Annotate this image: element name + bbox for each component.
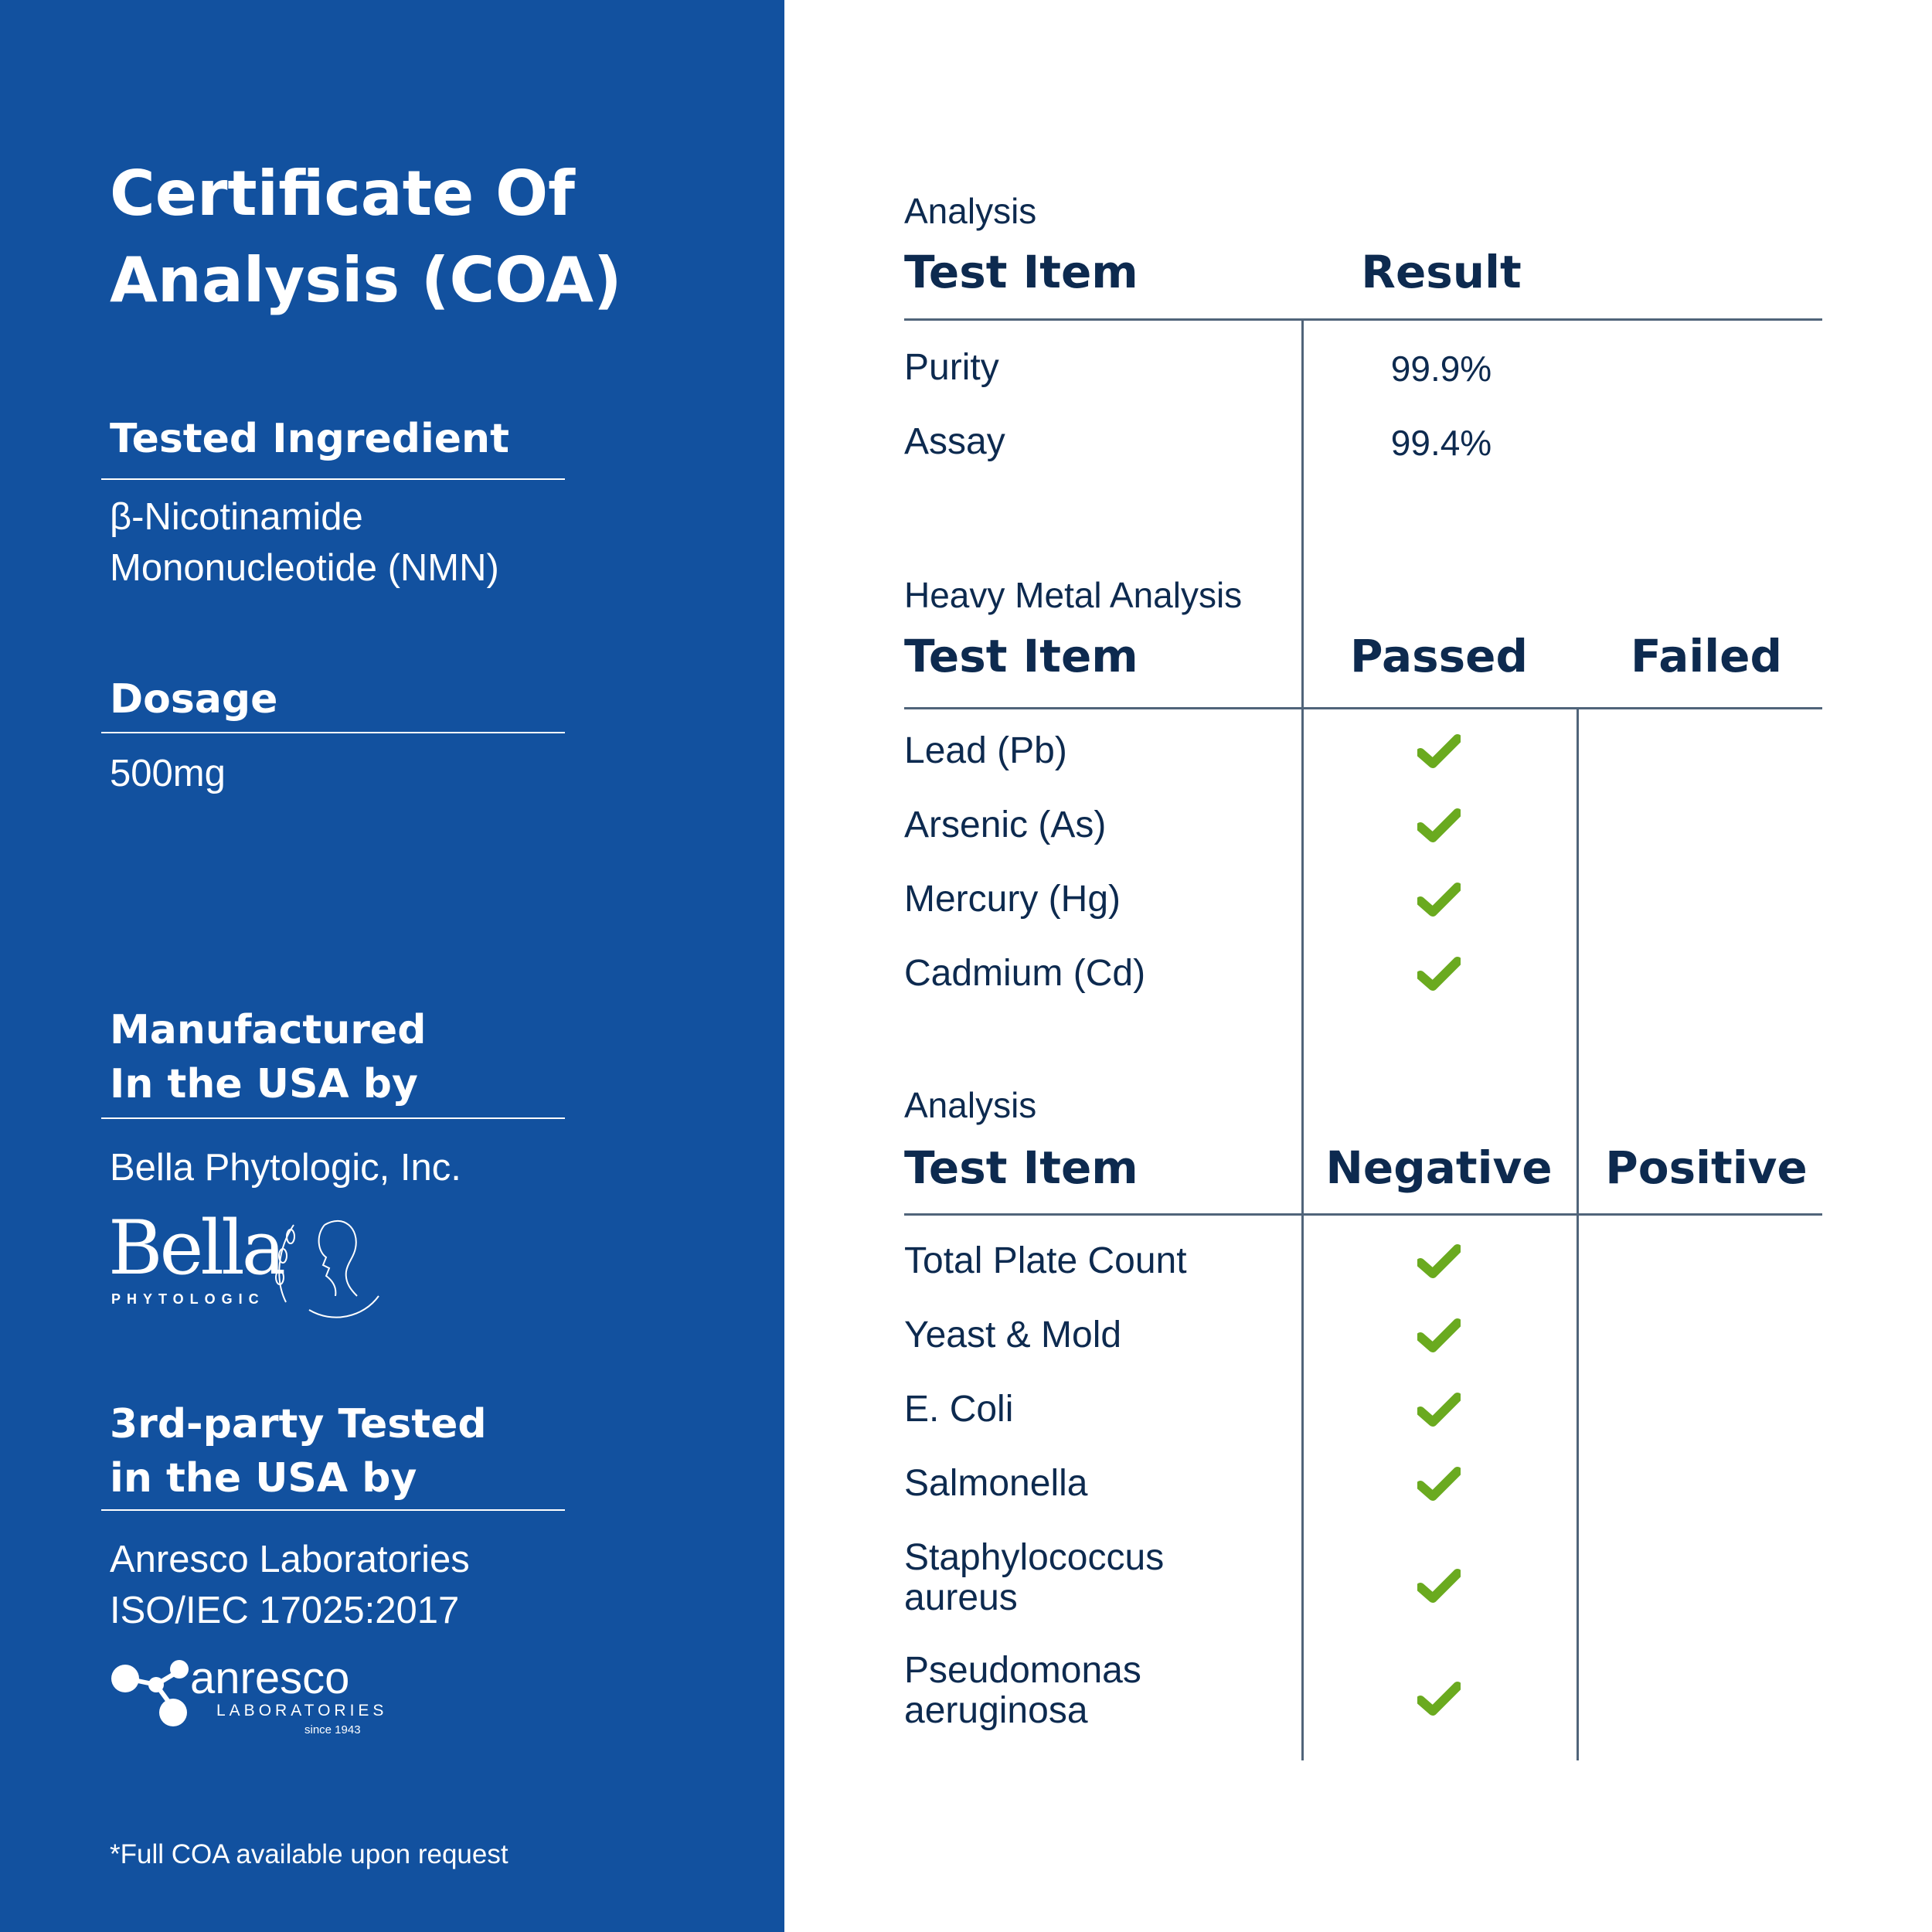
page-title — [110, 151, 622, 324]
test-item: Arsenic (As) — [904, 804, 1107, 845]
check-icon — [1417, 957, 1461, 992]
test-item: Total Plate Count — [904, 1240, 1187, 1281]
table-row — [904, 1464, 1087, 1504]
woman-silhouette-icon — [270, 1209, 386, 1321]
header-rule — [904, 707, 1822, 709]
test-item: Staphylococcus — [904, 1537, 1165, 1578]
test-item: Cadmium (Cd) — [904, 953, 1146, 994]
check-icon — [1417, 1393, 1461, 1428]
col-result: Result — [1361, 246, 1522, 298]
divider — [101, 1117, 565, 1119]
heading-line: Manufactured — [110, 1007, 427, 1053]
header-rule — [904, 318, 1822, 321]
tester-info — [110, 1534, 470, 1636]
test-item: E. Coli — [904, 1389, 1014, 1430]
anresco-logo — [110, 1654, 403, 1739]
bella-logo-word: Bella — [108, 1205, 283, 1291]
table-row — [904, 1538, 1164, 1618]
bella-logo-sub: PHYTOLOGIC — [111, 1291, 265, 1307]
table-row — [904, 422, 1005, 462]
manufacturer-name: Bella Phytologic, Inc. — [110, 1147, 461, 1189]
col-passed: Passed — [1350, 630, 1528, 682]
col-test-item: Test Item — [904, 246, 1138, 298]
footnote: *Full COA available upon request — [110, 1839, 509, 1869]
ingredient-name — [110, 492, 499, 594]
check-icon — [1417, 734, 1461, 770]
divider — [101, 732, 565, 733]
left-panel — [0, 0, 784, 1932]
check-icon — [1417, 1318, 1461, 1354]
check-icon — [1417, 1244, 1461, 1280]
heading-line: in the USA by — [110, 1455, 417, 1502]
col-positive: Positive — [1605, 1141, 1808, 1194]
table-row — [904, 1389, 1013, 1430]
anresco-logo-sub: LABORATORIES — [216, 1702, 388, 1719]
table-row — [904, 954, 1145, 994]
tester-line: ISO/IEC 17025:2017 — [110, 1590, 460, 1631]
check-icon — [1417, 1569, 1461, 1604]
table-row — [904, 1651, 1141, 1731]
test-item: Salmonella — [904, 1463, 1088, 1504]
divider — [101, 478, 565, 480]
column-divider — [1577, 709, 1579, 1760]
title-line: Certificate Of — [110, 158, 575, 230]
table-row — [904, 731, 1067, 771]
test-item: Mercury (Hg) — [904, 879, 1121, 920]
manufacturer-heading — [110, 1003, 426, 1111]
test-item: aureus — [904, 1577, 1018, 1618]
analysis-label: Analysis — [904, 191, 1037, 231]
test-item: Yeast & Mold — [904, 1315, 1122, 1355]
table-row — [904, 805, 1106, 845]
molecule-icon — [110, 1654, 195, 1731]
heavy-metal-label: Heavy Metal Analysis — [904, 575, 1243, 615]
table-row — [904, 879, 1121, 920]
ingredient-line: β-Nicotinamide — [110, 496, 363, 538]
col-test-item: Test Item — [904, 630, 1138, 682]
bella-logo — [108, 1205, 386, 1321]
header-rule — [904, 1213, 1822, 1216]
tester-line: Anresco Laboratories — [110, 1539, 470, 1580]
check-icon — [1417, 1682, 1461, 1717]
test-item: Purity — [904, 347, 999, 388]
title-line: Analysis (COA) — [110, 244, 622, 316]
column-divider — [1301, 320, 1304, 1760]
col-failed: Failed — [1631, 630, 1782, 682]
anresco-logo-since: since 1943 — [304, 1723, 361, 1736]
heading-line: 3rd-party Tested — [110, 1401, 487, 1447]
check-icon — [1417, 808, 1461, 844]
check-icon — [1417, 1467, 1461, 1502]
table-row — [904, 348, 999, 388]
micro-analysis-label: Analysis — [904, 1085, 1037, 1125]
check-icon — [1417, 883, 1461, 918]
table-row — [904, 1241, 1187, 1281]
dosage-value: 500mg — [110, 753, 226, 794]
tester-heading — [110, 1397, 487, 1505]
anresco-logo-word: anresco — [190, 1653, 350, 1703]
dosage-heading: Dosage — [110, 676, 278, 723]
test-item: Lead (Pb) — [904, 730, 1067, 771]
heading-line: In the USA by — [110, 1061, 418, 1107]
result-value: 99.9% — [1390, 349, 1492, 389]
col-negative: Negative — [1325, 1141, 1553, 1194]
test-item: aeruginosa — [904, 1690, 1088, 1731]
result-value: 99.4% — [1390, 423, 1492, 463]
col-test-item: Test Item — [904, 1141, 1138, 1194]
divider — [101, 1509, 565, 1511]
test-item: Assay — [904, 421, 1005, 462]
test-item: Pseudomonas — [904, 1650, 1141, 1691]
table-row — [904, 1315, 1121, 1355]
ingredient-line: Mononucleotide (NMN) — [110, 547, 499, 589]
ingredient-heading: Tested Ingredient — [110, 416, 509, 462]
